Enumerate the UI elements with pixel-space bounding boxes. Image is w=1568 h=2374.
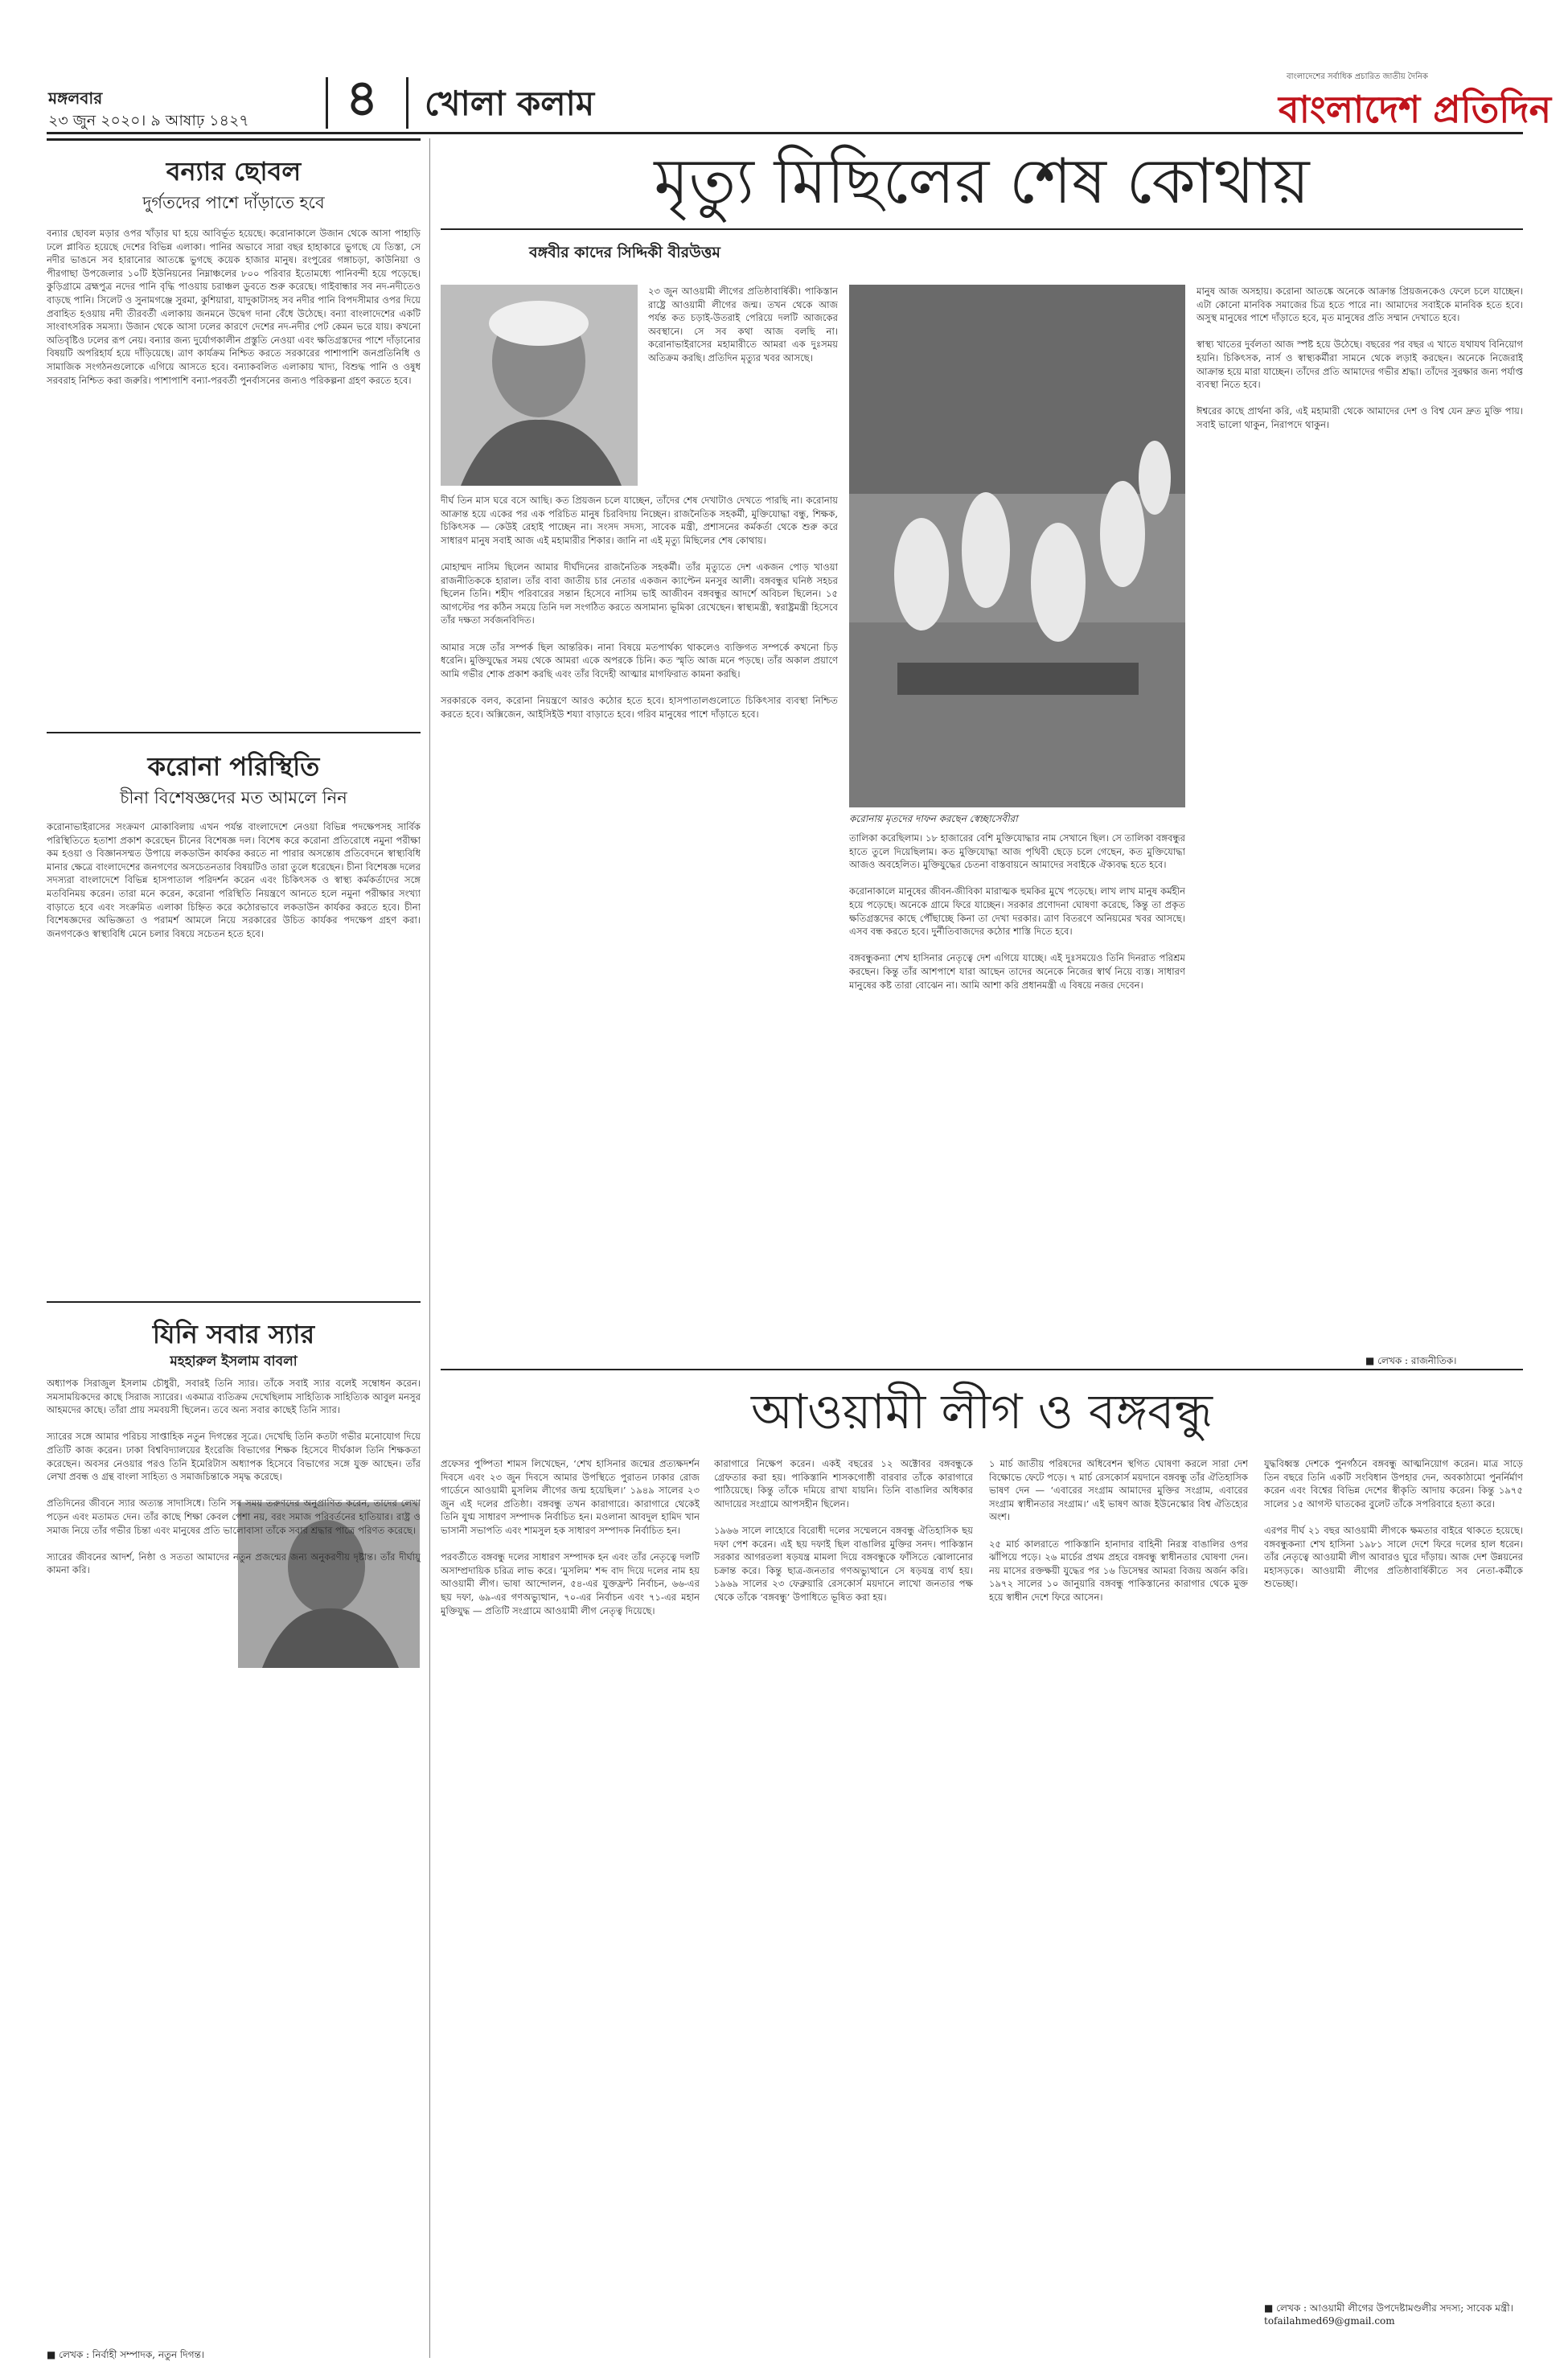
main-article bbox=[441, 138, 1523, 1369]
page-number: ৪ bbox=[346, 68, 379, 127]
headline-rule bbox=[441, 228, 1523, 230]
editorial-column bbox=[47, 138, 421, 2374]
article-rule bbox=[47, 1301, 421, 1303]
article-body: অধ্যাপক সিরাজুল ইসলাম চৌধুরী, সবারই তিনি স্যার। তাঁকে সবাই স্যার বলেই সম্বোধন করেন। সমসাময়িকদের কাছে সিরাজ স্যারের। একমাত্র ব্যতিক্রম দেখেছিলাম সাহিত্যিক সাহিত্যিক আবুল মনসুর আহমদের কাছে। তাঁরা প্রায় সমবয়সী ছিলেন। তবে অন্য সবার কাছেই তিনি স্যার। স্যারের সঙ্গে আমার পরিচয় সাপ্তাহিক নতুন দিগন্তের সূত্রে। দেখেছি তিনি কতটা গভীর মনোযোগ দিয়ে প্রতিটি কাজ করেন। ঢাকা বিশ্ববিদ্যালয়ের ইংরেজি বিভাগের শিক্ষক হিসেবে দীর্ঘকাল তিনি শিক্ষকতা করেছেন। অবসর নেওয়ার পরও তিনি ইমেরিটাস অধ্যাপক হিসেবে বিভাগের সঙ্গে যুক্ত আছেন। তাঁর লেখা প্রবন্ধ ও গ্রন্থ বাংলা সাহিত্য ও সমাজচিন্তাকে সমৃদ্ধ করেছে। প্রতিদিনের জীবনে স্যার অত্যন্ত সাদাসিধে। তিনি সব সময় তরুণদের অনুপ্রাণিত করেন, তাদের লেখা পড়েন এবং মতামত দেন। তাঁর কাছে শিক্ষা কেবল পেশা নয়, বরং সমাজ পরিবর্তনের হাতিয়ার। রাষ্ট্র ও সমাজ নিয়ে তাঁর গভীর চিন্তা এবং মানুষের প্রতি ভালোবাসা তাঁকে সবার শ্রদ্ধার পাত্রে পরিণত করেছে। স্যারের জীবনের আদর্শ, নিষ্ঠা ও সততা আমাদের নতুন প্রজন্মের জন্য অনুকরণীয় দৃষ্টান্ত। তাঁর দীর্ঘায়ু কামনা করি। bbox=[47, 1378, 421, 1576]
main-footer: ■ লেখক : রাজনীতিক। bbox=[1365, 1355, 1457, 1366]
header bbox=[0, 0, 1568, 137]
section-title: খোলা কলাম bbox=[425, 84, 595, 123]
article-title: বন্যার ছোবল bbox=[166, 156, 302, 187]
main-lead: ২৩ জুন আওয়ামী লীগের প্রতিষ্ঠাবার্ষিকী। পাকিস্তান রাষ্ট্রে আওয়ামী লীগের জন্ম। তখন থেকে আজ পর্যন্ত কত চড়াই-উতরাই পেরিয়ে দলটি আজকের অবস্থানে। সে সব কথা আজ বলছি না। করোনাভাইরাসের মহামারীতে আমরা এক দুঃসময় অতিক্রম করছি। প্রতিদিন মৃত্যুর খবর আসছে। bbox=[648, 285, 838, 363]
header-day: মঙ্গলবার bbox=[48, 88, 103, 108]
header-date: ২৩ জুন ২০২০। ৯ আষাঢ় ১৪২৭ bbox=[48, 112, 249, 129]
second-headline: আওয়ামী লীগ ও বঙ্গবন্ধু bbox=[750, 1384, 1213, 1440]
masthead-tagline: বাংলাদেশের সর্বাধিক প্রচারিত জাতীয় দৈনিক bbox=[1287, 72, 1428, 81]
article-body: করোনাভাইরাসের সংক্রমণ মোকাবিলায় এখন পর্যন্ত বাংলাদেশে নেওয়া বিভিন্ন পদক্ষেপসহ সার্বিক পরিস্থিতিতে হতাশা প্রকাশ করেছেন চীনের বিশেষজ্ঞ দল। বিশেষ করে করোনা প্রতিরোধে নমুনা পরীক্ষা কম হওয়া ও বিজ্ঞানসম্মত উপায়ে লকডাউন কার্যকর করতে না পারার অসন্তোষ প্রতিবেদনে স্বাস্থ্যবিধি মানার ক্ষেত্রে বাংলাদেশের জনগণের অসচেতনতার বিষয়টিও তারা তুলে ধরেছেন। চীনা বিশেষজ্ঞ দলের সদস্যরা বাংলাদেশে বিভিন্ন হাসপাতাল পরিদর্শন করেন এবং চিকিৎসক ও স্বাস্থ্য কর্মকর্তাদের সঙ্গে মতবিনিময় করেন। তারা মনে করেন, করোনা পরিস্থিতি নিয়ন্ত্রণে আনতে হলে নমুনা পরীক্ষার সংখ্যা বাড়াতে হবে এবং সংক্রমিত এলাকা চিহ্নিত করে কঠোরভাবে লকডাউন কার্যকর করতে হবে। চীনা বিশেষজ্ঞদের অভিজ্ঞতা ও পরামর্শ আমলে নিয়ে সরকারের উচিত কার্যকর পদক্ষেপ গ্রহণ করা। জনগণকেও স্বাস্থ্যবিধি মেনে চলার বিষয়ে সচেতন হতে হবে। bbox=[47, 821, 421, 939]
article-subtitle: চীনা বিশেষজ্ঞদের মত আমলে নিন bbox=[120, 788, 347, 807]
masthead-logo: বাংলাদেশ প্রতিদিন bbox=[1279, 88, 1552, 131]
section-rule bbox=[441, 1369, 1523, 1370]
article-subtitle: দুর্গতদের পাশে দাঁড়াতে হবে bbox=[142, 193, 325, 212]
main-body: তালিকা করেছিলাম। ১৮ হাজারের বেশি মুক্তিযোদ্ধার নাম সেখানে ছিল। সে তালিকা বঙ্গবন্ধুর হাতে তুলে দিয়েছিলাম। কত মুক্তিযোদ্ধা আজ পৃথিবী ছেড়ে চলে গেছেন, কত মুক্তিযোদ্ধা আজও অবহেলিত। মুক্তিযুদ্ধের চেতনা বাস্তবায়নে আমাদের সবাইকে ঐক্যবদ্ধ হতে হবে। করোনাকালে মানুষের জীবন-জীবিকা মারাত্মক হুমকির মুখে পড়েছে। লাখ লাখ মানুষ কর্মহীন হয়ে পড়েছে। অনেকে গ্রামে ফিরে যাচ্ছেন। সরকার প্রণোদনা ঘোষণা করেছে, কিন্তু তা প্রকৃত ক্ষতিগ্রস্তদের কাছে পৌঁছাচ্ছে কিনা তা দেখা দরকার। ত্রাণ বিতরণে অনিয়মের খবর আসছে। এসব বন্ধ করতে হবে। দুর্নীতিবাজদের কঠোর শাস্তি দিতে হবে। বঙ্গবন্ধুকন্যা শেখ হাসিনার নেতৃত্বে দেশ এগিয়ে যাচ্ছে। এই দুঃসময়েও তিনি দিনরাত পরিশ্রম করছেন। কিন্তু তাঁর আশপাশে যারা আছেন তাদের অনেকে নিজের স্বার্থ নিয়ে ব্যস্ত। সাধারণ মানুষের কষ্ট তারা বোঝেন না। আমি আশা করি প্রধানমন্ত্রী এ বিষয়ে নজর দেবেন। bbox=[849, 832, 1185, 991]
article-title: করোনা পরিস্থিতি bbox=[147, 751, 320, 782]
main-body: দীর্ঘ তিন মাস ঘরে বসে আছি। কত প্রিয়জন চলে যাচ্ছেন, তাঁদের শেষ দেখাটাও দেখতে পারছি না। করোনায় আক্রান্ত হয়ে একের পর এক পরিচিত মানুষ চিরবিদায় নিচ্ছেন। রাজনৈতিক সহকর্মী, মুক্তিযোদ্ধা বন্ধু, শিক্ষক, চিকিৎসক — কেউই রেহাই পাচ্ছেন না। সংসদ সদস্য, সাবেক মন্ত্রী, প্রশাসনের কর্মকর্তা থেকে শুরু করে সাধারণ মানুষ সবাই আজ এই মহামারীর শিকার। জানি না এই মৃত্যু মিছিলের শেষ কোথায়। মোহাম্মদ নাসিম ছিলেন আমার দীর্ঘদিনের রাজনৈতিক সহকর্মী। তাঁর মৃত্যুতে দেশ একজন পোড় খাওয়া রাজনীতিককে হারাল। তাঁর বাবা জাতীয় চার নেতার একজন ক্যাপ্টেন মনসুর আলী। বঙ্গবন্ধুর ঘনিষ্ঠ সহচর ছিলেন তিনি। শহীদ পরিবারের সন্তান হিসেবে নাসিম ভাই আজীবন বঙ্গবন্ধুর আদর্শে অবিচল ছিলেন। ১৫ আগস্টের পর কঠিন সময়ে তিনি দল সংগঠিত করতে অসামান্য ভূমিকা রেখেছেন। স্বাস্থ্যমন্ত্রী, স্বরাষ্ট্রমন্ত্রী হিসেবে তাঁর দক্ষতা সর্বজনবিদিত। আমার সঙ্গে তাঁর সম্পর্ক ছিল আন্তরিক। নানা বিষয়ে মতপার্থক্য থাকলেও ব্যক্তিগত সম্পর্কে কখনো চিড় ধরেনি। মুক্তিযুদ্ধের সময় থেকে আমরা একে অপরকে চিনি। কত স্মৃতি আজ মনে পড়ছে। তাঁর অকাল প্রয়াণে আমি গভীর শোক প্রকাশ করছি এবং তাঁর বিদেহী আত্মার মাগফিরাত কামনা করছি। সরকারকে বলব, করোনা নিয়ন্ত্রণে আরও কঠোর হতে হবে। হাসপাতালগুলোতে চিকিৎসার ব্যবস্থা নিশ্চিত করতে হবে। অক্সিজেন, আইসিইউ শয্যা বাড়াতে হবে। গরিব মানুষের পাশে দাঁড়াতে হবে। bbox=[441, 495, 838, 720]
header-rule bbox=[47, 132, 1523, 134]
author-photo bbox=[441, 285, 638, 486]
article-author: মহহারুল ইসলাম বাবলা bbox=[170, 1353, 298, 1370]
main-photo bbox=[849, 285, 1185, 807]
header-divider-2 bbox=[406, 77, 408, 129]
main-body: মানুষ আজ অসহায়। করোনা আতঙ্কে অনেকে আক্রান্ত প্রিয়জনকেও ফেলে চলে যাচ্ছেন। এটা কোনো মানবিক সমাজের চিত্র হতে পারে না। আমাদের সবাইকে মানবিক হতে হবে। অসুস্থ মানুষের পাশে দাঁড়াতে হবে, মৃত মানুষের প্রতি সম্মান দেখাতে হবে। স্বাস্থ্য খাতের দুর্বলতা আজ স্পষ্ট হয়ে উঠেছে। বছরের পর বছর এ খাতে যথাযথ বিনিয়োগ হয়নি। চিকিৎসক, নার্স ও স্বাস্থ্যকর্মীরা সামনে থেকে লড়াই করছেন। অনেকে নিজেরাই আক্রান্ত হয়ে মারা যাচ্ছেন। তাঁদের প্রতি আমাদের গভীর শ্রদ্ধা। তাঁদের সুরক্ষার জন্য পর্যাপ্ত ব্যবস্থা নিতে হবে। ঈশ্বরের কাছে প্রার্থনা করি, এই মহামারী থেকে আমাদের দেশ ও বিশ্ব যেন দ্রুত মুক্তি পায়। সবাই ভালো থাকুন, নিরাপদে থাকুন। bbox=[1197, 285, 1523, 430]
second-article bbox=[441, 1377, 1523, 2366]
second-body: ১ মার্চ জাতীয় পরিষদের অধিবেশন স্থগিত ঘোষণা করলে সারা দেশ বিক্ষোভে ফেটে পড়ে। ৭ মার্চ রেসকোর্স ময়দানে বঙ্গবন্ধু তাঁর ঐতিহাসিক ভাষণ দেন — ‘এবারের সংগ্রাম আমাদের মুক্তির সংগ্রাম, এবারের সংগ্রাম স্বাধীনতার সংগ্রাম।’ এই ভাষণ আজ ইউনেস্কোর বিশ্ব ঐতিহ্যের অংশ। ২৫ মার্চ কালরাতে পাকিস্তানি হানাদার বাহিনী নিরস্ত্র বাঙালির ওপর ঝাঁপিয়ে পড়ে। ২৬ মার্চের প্রথম প্রহরে বঙ্গবন্ধু স্বাধীনতার ঘোষণা দেন। নয় মাসের রক্তক্ষয়ী যুদ্ধের পর ১৬ ডিসেম্বর আমরা বিজয় অর্জন করি। ১৯৭২ সালের ১০ জানুয়ারি বঙ্গবন্ধু পাকিস্তানের কারাগার থেকে মুক্ত হয়ে স্বাধীন দেশে ফিরে আসেন। bbox=[989, 1458, 1248, 1603]
second-body: কারাগারে নিক্ষেপ করেন। একই বছরের ১২ অক্টোবর বঙ্গবন্ধুকে গ্রেফতার করা হয়। পাকিস্তানি শাসকগোষ্ঠী বারবার তাঁকে কারাগারে পাঠিয়েছে। কিন্তু তাঁকে দমিয়ে রাখা যায়নি। তিনি বাঙালির অধিকার আদায়ের সংগ্রামে আপসহীন ছিলেন। ১৯৬৬ সালে লাহোরে বিরোধী দলের সম্মেলনে বঙ্গবন্ধু ঐতিহাসিক ছয় দফা পেশ করেন। এই ছয় দফাই ছিল বাঙালির মুক্তির সনদ। পাকিস্তান সরকার আগরতলা ষড়যন্ত্র মামলা দিয়ে বঙ্গবন্ধুকে ফাঁসিতে ঝোলানোর চক্রান্ত করে। কিন্তু ছাত্র-জনতার গণঅভ্যুত্থানে সে ষড়যন্ত্র ব্যর্থ হয়। ১৯৬৯ সালের ২৩ ফেব্রুয়ারি রেসকোর্স ময়দানে লাখো জনতার পক্ষ থেকে তাঁকে ‘বঙ্গবন্ধু’ উপাধিতে ভূষিত করা হয়। bbox=[714, 1458, 973, 1603]
second-footer: ■ লেখক : আওয়ামী লীগের উপদেষ্টামণ্ডলীর সদস্য; সাবেক মন্ত্রী। tofailahmed69@gmail.com bbox=[1264, 2302, 1513, 2327]
article-rule bbox=[47, 138, 421, 141]
article-body: বন্যার ছোবল মড়ার ওপর খাঁড়ার ঘা হয়ে আবির্ভূত হয়েছে। করোনাকালে উজান থেকে আসা পাহাড়ি ঢলে প্লাবিত হয়েছে দেশের বিভিন্ন এলাকা। পানির অভাবে সারা বছর হাহাকারে ভুগছে যে তিস্তা, সে নদীর ভাঙনে সব হারানোর আতঙ্কে ভুগছে কয়েক হাজার মানুষ। রংপুরের গঙ্গাচড়া, কাউনিয়া ও পীরগাছা উপজেলার ১০টি ইউনিয়নের নিম্নাঞ্চলের ৮০০ পরিবার ইতোমধ্যে পানিবন্দী হয়ে পড়েছে। কুড়িগ্রামে ব্রহ্মপুত্র নদের পানি বৃদ্ধি পাওয়ায় চরাঞ্চল ডুবতে শুরু করেছে। গাইবান্ধার সব নদ-নদীতেও বাড়ছে পানি। সিলেট ও সুনামগঞ্জে সুরমা, কুশিয়ারা, যাদুকাটাসহ সব নদীর পানি বিপদসীমার ওপর দিয়ে প্রবাহিত হওয়ায় নদী তীরবর্তী এলাকায় জনমনে উদ্বেগ দানা বেঁধে উঠেছে। বন্যা বাংলাদেশের একটি সাংবাৎসরিক সমস্যা। উজান থেকে আসা ঢলের কারণে দেশের নদ-নদীর পেট কেমন ভরে যায়। কখনো অতিবৃষ্টিও ঢলের রূপ নেয়। বন্যার জন্য দুর্যোগকালীন প্রস্তুতি নেওয়া এবং ক্ষতিগ্রস্তদের পাশে দাঁড়ানোর বিষয়টি অপরিহার্য হয়ে দাঁড়িয়েছে। ত্রাণ কার্যক্রম নিশ্চিত করতে সরকারের পাশাপাশি জনপ্রতিনিধি ও সামাজিক সংগঠনগুলোকে এগিয়ে আসতে হবে। বন্যাকবলিত এলাকায় খাদ্য, বিশুদ্ধ পানি ও ওষুধ সরবরাহ নিশ্চিত করা জরুরি। পাশাপাশি বন্যা-পরবর্তী পুনর্বাসনের জন্যও পরিকল্পনা গ্রহণ করতে হবে। bbox=[47, 228, 421, 386]
column-separator bbox=[429, 138, 430, 2358]
second-body: প্রফেসর পুষ্পিতা শামস লিখেছেন, ‘শেখ হাসিনার জন্মের প্রত্যক্ষদর্শন দিবসে এবং ২৩ জুন দিবসে আমার উপস্থিতে পুরাতন ঢাকার রোজ গার্ডেনে আওয়ামী মুসলিম লীগের জন্ম হয়েছিল।’ ১৯৪৯ সালের ২৩ জুন এই দলের প্রতিষ্ঠা। বঙ্গবন্ধু তখন কারাগারে। কারাগারে থেকেই তিনি যুগ্ম সাধারণ সম্পাদক নির্বাচিত হন। মওলানা আবদুল হামিদ খান ভাসানী সভাপতি এবং শামসুল হক সাধারণ সম্পাদক নির্বাচিত হন। পরবর্তীতে বঙ্গবন্ধু দলের সাধারণ সম্পাদক হন এবং তাঁর নেতৃত্বে দলটি অসাম্প্রদায়িক চরিত্র লাভ করে। ‘মুসলিম’ শব্দ বাদ দিয়ে দলের নাম হয় আওয়ামী লীগ। ভাষা আন্দোলন, ৫৪-এর যুক্তফ্রন্ট নির্বাচন, ৬৬-এর ছয় দফা, ৬৯-এর গণঅভ্যুত্থান, ৭০-এর নির্বাচন এবং ৭১-এর মহান মুক্তিযুদ্ধ — প্রতিটি সংগ্রামে আওয়ামী লীগ নেতৃত্ব দিয়েছে। bbox=[441, 1458, 700, 1616]
article-title: যিনি সবার স্যার bbox=[152, 1319, 315, 1349]
article-rule bbox=[47, 732, 421, 733]
second-body: যুদ্ধবিধ্বস্ত দেশকে পুনর্গঠনে বঙ্গবন্ধু আত্মনিয়োগ করেন। মাত্র সাড়ে তিন বছরে তিনি একটি সংবিধান উপহার দেন, অবকাঠামো পুনর্নির্মাণ করেন এবং বিশ্বের বিভিন্ন দেশের স্বীকৃতি আদায় করেন। কিন্তু ১৯৭৫ সালের ১৫ আগস্ট ঘাতকের বুলেট তাঁকে সপরিবারে হত্যা করে। এরপর দীর্ঘ ২১ বছর আওয়ামী লীগকে ক্ষমতার বাইরে থাকতে হয়েছে। বঙ্গবন্ধুকন্যা শেখ হাসিনা ১৯৮১ সালে দেশে ফিরে দলের হাল ধরেন। তাঁর নেতৃত্বে আওয়ামী লীগ আবারও ঘুরে দাঁড়ায়। আজ দেশ উন্নয়নের মহাসড়কে। আওয়ামী লীগের প্রতিষ্ঠাবার্ষিকীতে সব নেতা-কর্মীকে শুভেচ্ছা। bbox=[1264, 1458, 1523, 1590]
article-footer: ■ লেখক : নির্বাহী সম্পাদক, নতুন দিগন্ত। bbox=[47, 2349, 205, 2360]
main-author: বঙ্গবীর কাদের সিদ্দিকী বীরউত্তম bbox=[529, 244, 720, 261]
header-divider bbox=[326, 77, 328, 129]
main-headline: মৃত্যু মিছিলের শেষ কোথায় bbox=[654, 146, 1310, 218]
photo-caption: করোনায় মৃতদের দাফন করছেন স্বেচ্ছাসেবীরা bbox=[849, 813, 1018, 824]
